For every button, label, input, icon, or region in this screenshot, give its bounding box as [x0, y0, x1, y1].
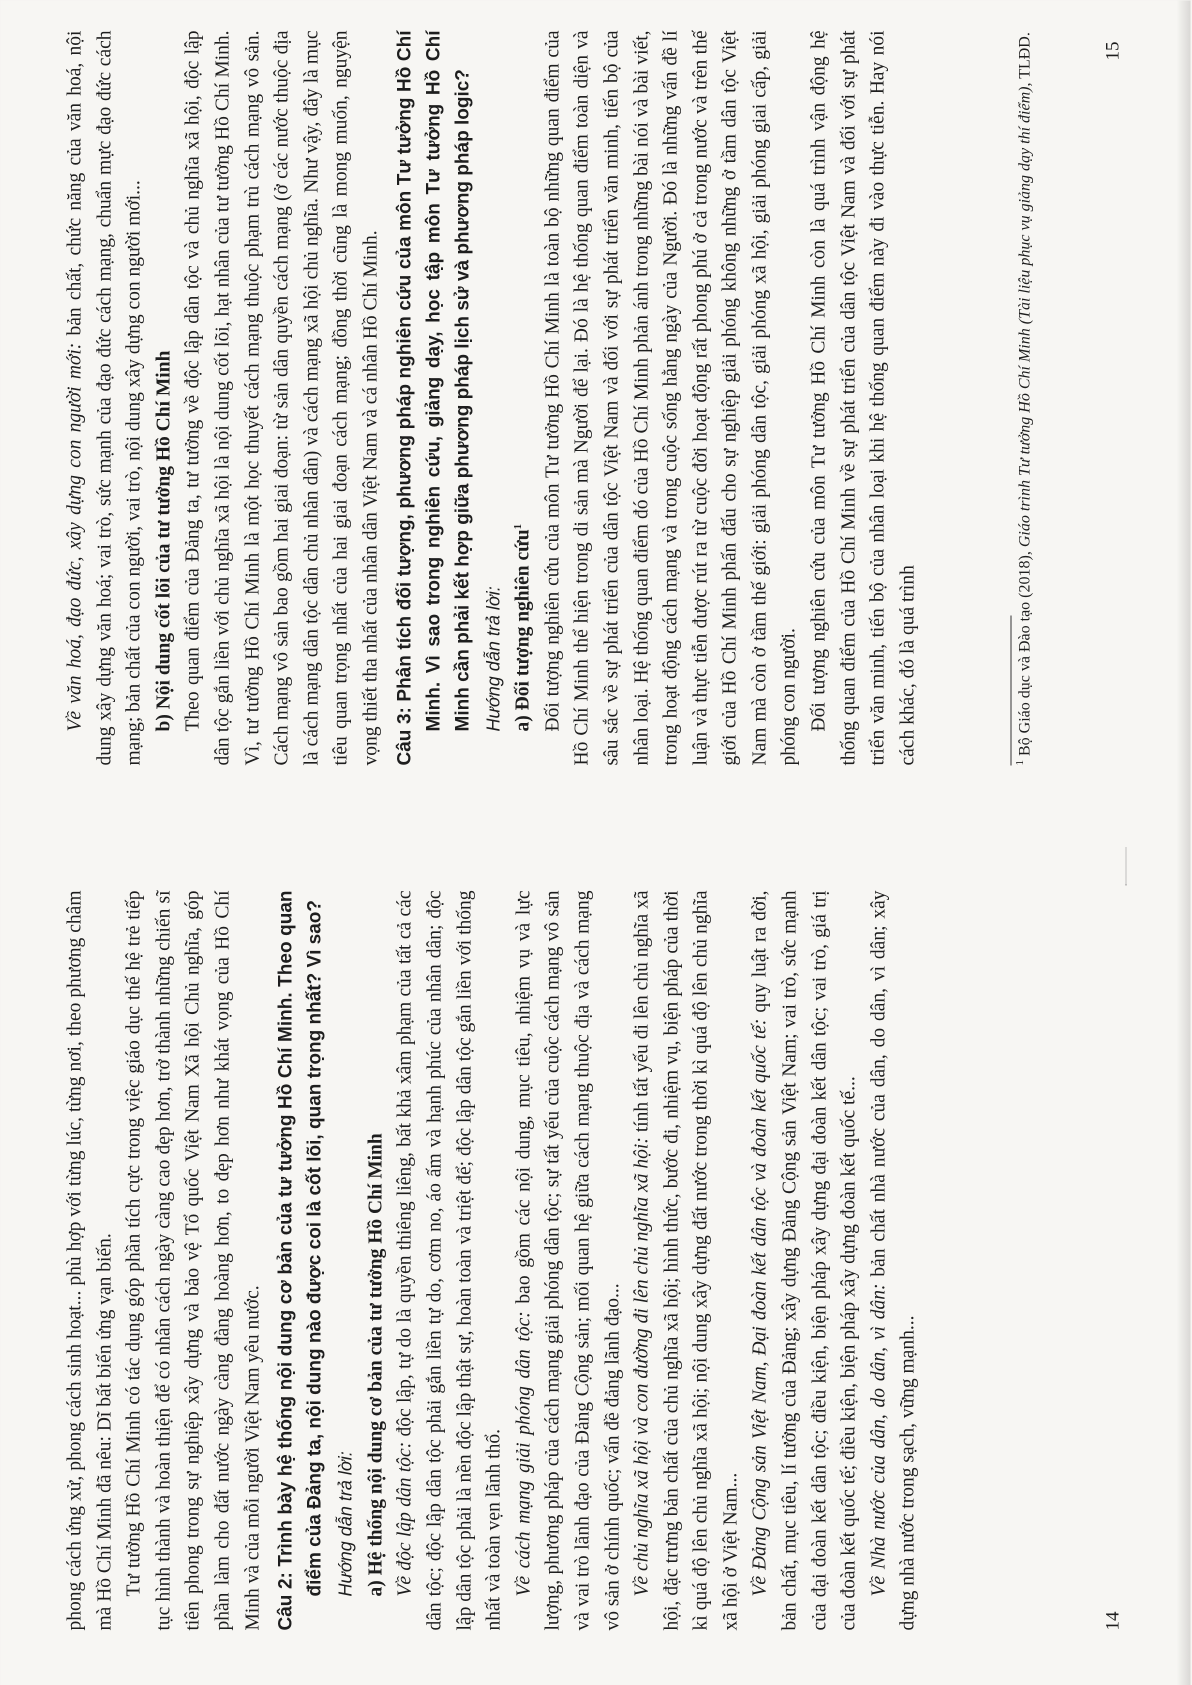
question-label: Câu 3: [393, 706, 415, 765]
page-number: 15 [1102, 41, 1123, 60]
answer-guide-label: Hướng dẫn trả lời: [482, 585, 503, 731]
topic-head: Về độc lập dân tộc: [394, 1441, 416, 1596]
section-heading-b: b) Nội dung cốt lõi của tư tưởng Hồ Chí Minh [152, 350, 174, 731]
paragraph [509, 890, 627, 1630]
page-15 [60, 30, 1070, 765]
topic-head: Về chủ nghĩa xã hội và con đường đi lên chủ nghĩa xã hội: [631, 1136, 653, 1596]
paragraph: phong cách ứng xử, phong cách sinh hoạt... phù hợp với từng lúc, từng nơi, theo phương châm mà Hồ Chí Minh đã nêu: Dĩ bất biến ứng vạn biến. [64, 890, 115, 1630]
topic-head: Về cách mạng giải phóng dân tộc: [512, 1310, 534, 1596]
question-3 [390, 30, 477, 765]
topic-body: bản chất nhà nước của dân, do dân, vì dân; xây dựng nhà nước trong sạch, vững mạnh... [867, 890, 919, 1630]
paragraph [864, 890, 923, 1630]
question-2 [271, 890, 329, 1630]
scan-edge-shadow [1176, 0, 1190, 1685]
paragraph: Tư tưởng Hồ Chí Minh có tác dụng góp phần tích cực trong việc giáo dục thế hệ trẻ tiếp tục hình thành và hoàn thiện để có nhân cách ngày càng cao đẹp hơn, trở thành những chiến sĩ tiên phong trong sự nghiệp xây dựng và bảo vệ Tổ quốc Việt Nam Xã hội Chủ nghĩa, góp phần làm cho đất nước ngày càng đàng hoàng hơn, to đẹp hơn như khát vọng của Hồ Chí Minh và của mỗi người Việt Nam yêu nước. [123, 890, 263, 1630]
paragraph [390, 890, 508, 1630]
section-heading-a [508, 30, 538, 765]
topic-body: bản chất, chức năng của văn hoá, nội dung xây dựng văn hoá; vai trò, sức mạnh của đạo đức cách mạng, chuẩn mực đạo đức cách mạng; bản chất của con người, vai trò, nội dung xây dựng con người mới... [64, 30, 145, 765]
paragraph: Đối tượng nghiên cứu của môn Tư tưởng Hồ Chí Minh là toàn bộ những quan điểm của Hồ Chí Minh thể hiện trong di sản mà Người để lại. Đó là hệ thống quan điểm toàn diện và sâu sắc về sự phát triển của dân tộc Việt Nam và đối với sự phát triển văn minh, tiến bộ của nhân loại. Hệ thống quan điểm đó của Hồ Chí Minh phản ánh trong những bài nói và bài viết, trong hoạt động cách mạng và trong cuộc sống hằng ngày của Người. Đó là những vấn đề lí luận và thực tiễn được rút ra từ cuộc đời hoạt động rất phong phú ở cả trong nước và trên thế giới của Hồ Chí Minh phấn đấu cho sự nghiệp giải phóng không những ở tầm dân tộc Việt Nam mà còn ở tầm thế giới: giải phóng dân tộc, giải phóng xã hội, giải phóng giai cấp, giải phóng con người. [541, 30, 800, 765]
topic-body: bao gồm các nội dung, mục tiêu, nhiệm vụ và lực lượng, phương pháp của cách mạng giải phóng dân tộc; sự tất yếu của cuộc cách mạng vô sản và vai trò lãnh đạo của Đảng Cộng sản; mối quan hệ giữa cách mạng thuộc địa và cách mạng vô sản ở chính quốc; vấn đề đảng lãnh đạo... [512, 890, 623, 1630]
paragraph: Đối tượng nghiên cứu của môn Tư tưởng Hồ Chí Minh còn là quá trình vận động hệ thống quan điểm của Hồ Chí Minh về sự phát triển của dân tộc Việt Nam và đối với sự phát triển văn minh, tiến bộ của nhân loại khi hệ thống quan điểm này đi vào thực tiễn. Hay nói cách khác, đó là quá trình [808, 30, 918, 765]
footnote-book-title: Giáo trình Tư tưởng Hồ Chí Minh (Tài liệu phục vụ giảng dạy thí điểm) [1016, 86, 1033, 547]
topic-head: Về Đảng Cộng sản Việt Nam, Đại đoàn kết dân tộc và đoàn kết quốc tế: [749, 1018, 771, 1596]
section-heading-text: a) Đối tượng nghiên cứu [512, 528, 534, 731]
paragraph [627, 890, 745, 1630]
topic-body: quy luật ra đời, bản chất, mục tiêu, lí tưởng của Đảng; xây dựng Đảng Cộng sản Việt Nam; vai trò, sức mạnh của đại đoàn kết dân tộc; điều kiện, biện pháp xây dựng đại đoàn kết dân tộc; vai trò, giá trị của đoàn kết quốc tế; điều kiện, biện pháp xây dựng đoàn kết quốc tế... [749, 890, 860, 1630]
question-text: Trình bày hệ thống nội dung cơ bản của tư tưởng Hồ Chí Minh. Theo quan điểm của Đảng ta, nội dung nào được coi là cốt lõi, quan trọng nhất? Vì sao? [275, 890, 326, 1596]
paragraph [745, 890, 863, 1630]
footnote-number: 1 [1013, 759, 1026, 765]
paragraph: Theo quan điểm của Đảng ta, tư tưởng về độc lập dân tộc và chủ nghĩa xã hội, độc lập dân tộc gắn liền với chủ nghĩa xã hội là nội dung cốt lõi, hạt nhân của tư tưởng Hồ Chí Minh. Vì, tư tưởng Hồ Chí Minh là một học thuyết cách mạng thuộc phạm trù cách mạng vô sản. Cách mạng vô sản bao gồm hai giai đoạn: từ sản dân quyền cách mạng (ở các nước thuộc địa là cách mạng dân tộc dân chủ nhân dân) và cách mạng xã hội chủ nghĩa. Như vậy, đây là mục tiêu quan trọng nhất của hai giai đoạn cách mạng; đồng thời cũng là mong muốn, nguyện vọng thiết tha nhất của nhân dân Việt Nam và cá nhân Hồ Chí Minh. [182, 30, 381, 765]
footnote-ref: 1 [511, 523, 524, 529]
footnote-divider [1010, 615, 1011, 765]
section-heading-a: a) Hệ thống nội dung cơ bản của tư tưởng Hồ Chí Minh [364, 1132, 386, 1596]
topic-body: độc lập, tự do là quyền thiêng liêng, bất khả xâm phạm của tất cả các dân tộc; độc lập dân tộc phải gắn liền tự do, cơm no, áo ấm và hạnh phúc của nhân dân; độc lập dân tộc phải là nền độc lập thật sự, hoàn toàn và triệt để; độc lập dân tộc gắn liền với thống nhất và toàn vẹn lãnh thổ. [394, 890, 505, 1630]
topic-head: Về văn hoá, đạo đức, xây dựng con người mới: [64, 342, 85, 731]
page-number: 14 [1102, 1611, 1123, 1630]
page-14 [60, 890, 1070, 1630]
paragraph [60, 30, 149, 765]
footnote-end: , TLĐD. [1016, 31, 1033, 87]
gutter-mark [1125, 847, 1130, 885]
footnote-text: Bộ Giáo dục và Đào tạo (2018), [1016, 546, 1033, 760]
answer-guide-label: Hướng dẫn trả lời: [335, 1450, 356, 1596]
footnote [1014, 30, 1035, 765]
question-text: Phân tích đối tượng, phương pháp nghiên cứu của môn Tư tưởng Hồ Chí Minh. Vì sao trong nghiên cứu, giảng dạy, học tập môn Tư tưởng Hồ Chí Minh cần phải kết hợp giữa phương pháp lịch sử và phương pháp logic? [393, 30, 473, 731]
topic-head: Về Nhà nước của dân, do dân, vì dân: [867, 1282, 889, 1596]
question-label: Câu 2: [275, 1571, 297, 1630]
topic-body: tính tất yếu đi lên chủ nghĩa xã hội, đặc trưng bản chất của chủ nghĩa xã hội; hình thức, bước đi, nhiệm vụ, biện pháp của thời kì quá độ lên chủ nghĩa xã hội; nội dung xây dựng đất nước trong thời kì quá độ lên chủ nghĩa xã hội ở Việt Nam... [631, 890, 741, 1630]
